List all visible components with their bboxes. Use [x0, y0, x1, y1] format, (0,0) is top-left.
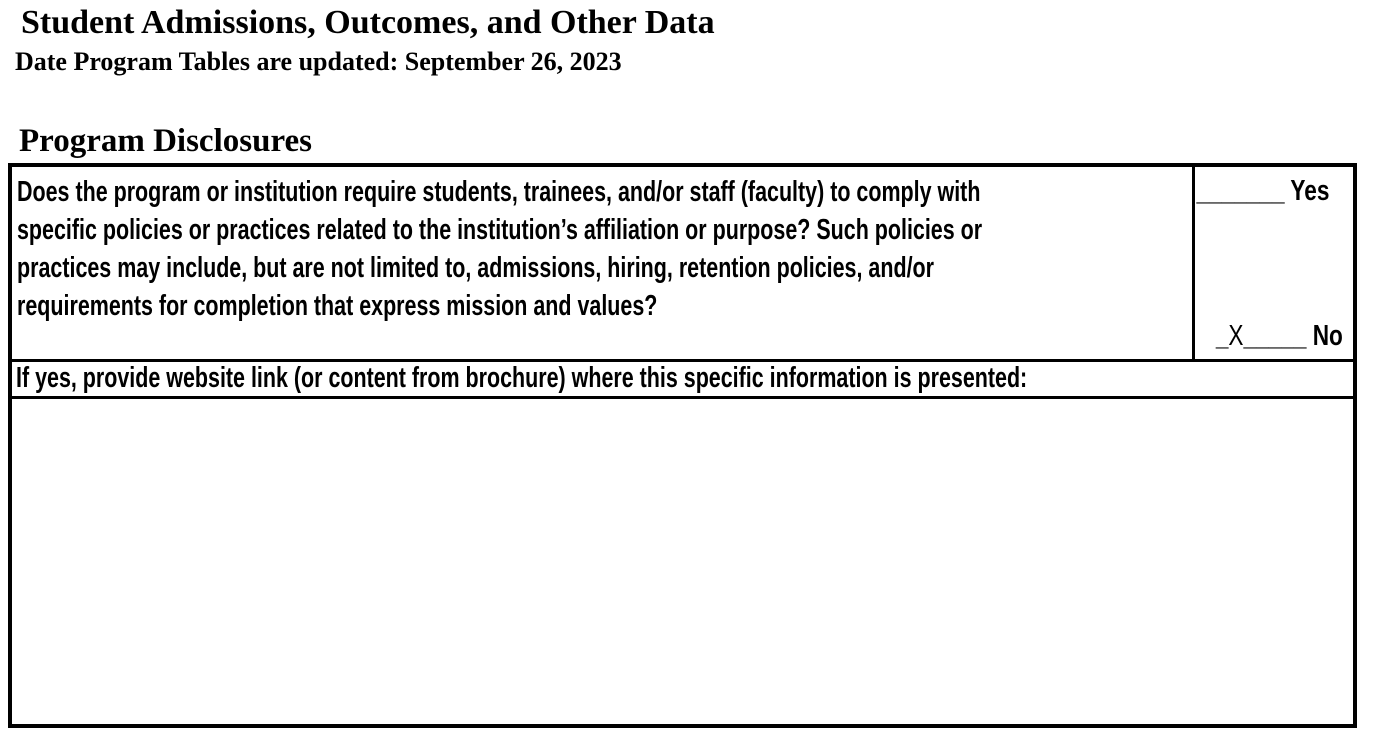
yes-label: Yes: [1290, 175, 1329, 207]
question-line: [17, 211, 1192, 249]
if-yes-prompt: [16, 363, 1353, 394]
question-line-text: specific policies or practices related to the institution’s affiliation or purpose? Such policies or: [17, 214, 983, 246]
question-line-text: Does the program or institution require students, trainees, and/or staff (faculty) to comply with: [17, 176, 981, 208]
if-yes-prompt-text: If yes, provide website link (or content from brochure) where this specific information is presented:: [16, 362, 1028, 394]
disclosure-question-cell: [12, 167, 1195, 359]
no-label: No: [1312, 320, 1343, 352]
response-area[interactable]: [12, 399, 1353, 724]
no-blank-after[interactable]: _____: [1243, 320, 1313, 352]
yes-blank[interactable]: _______: [1196, 175, 1290, 207]
question-line: [17, 173, 1192, 211]
program-disclosures-table: [8, 163, 1357, 728]
disclosure-answer-cell: [1195, 167, 1353, 359]
updated-date-line: Date Program Tables are updated: September 26, 2023: [15, 47, 622, 76]
question-line-text: practices may include, but are not limited to, admissions, hiring, retention policies, and/or: [17, 252, 934, 284]
document-title: Student Admissions, Outcomes, and Other Data: [21, 4, 715, 41]
no-option[interactable]: [1180, 317, 1343, 355]
no-selected-mark: X: [1228, 320, 1244, 352]
section-heading: Program Disclosures: [19, 123, 312, 159]
yes-option[interactable]: [1159, 172, 1329, 210]
question-line: [17, 249, 1192, 287]
disclosure-question-row: [12, 167, 1353, 362]
question-line-text: requirements for completion that express mission and values?: [17, 290, 658, 322]
question-line: [17, 287, 1192, 325]
if-yes-prompt-row: [12, 362, 1353, 399]
no-blank-before[interactable]: _: [1215, 320, 1229, 352]
